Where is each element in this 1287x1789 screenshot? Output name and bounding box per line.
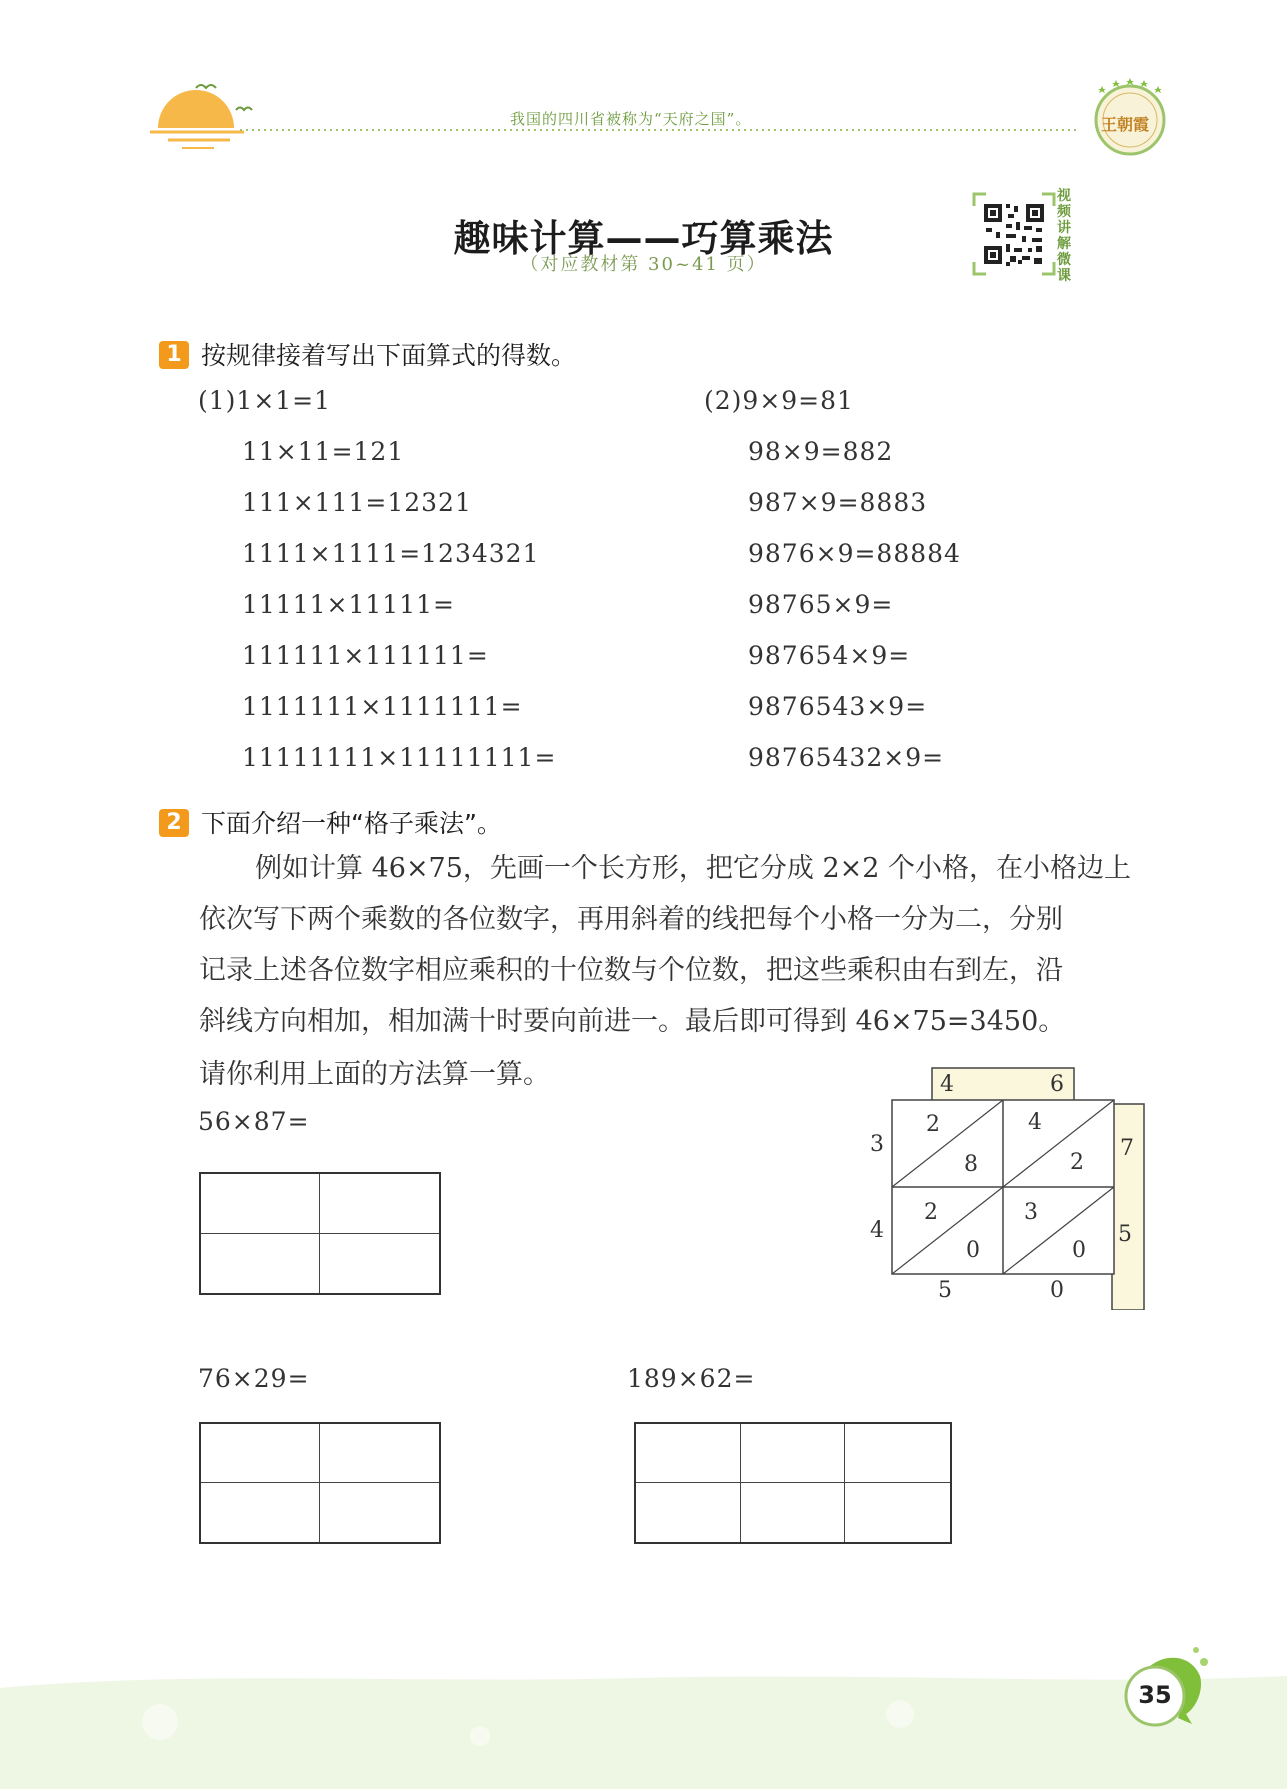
question-1-text: 按规律接着写出下面算式的得数。 [201, 341, 577, 370]
equation: 11×11=121 [242, 437, 405, 466]
lattice-example [860, 1060, 1160, 1310]
question-2-heading [159, 804, 502, 840]
problem-label: 189×62= [627, 1364, 756, 1393]
grid-cell[interactable] [845, 1483, 950, 1542]
answer-grid[interactable] [634, 1422, 952, 1544]
right-digit: 7 [1120, 1136, 1134, 1161]
lattice-drawing [860, 1060, 1160, 1310]
top-digit: 4 [940, 1072, 954, 1097]
grid-cell[interactable] [201, 1174, 320, 1234]
grid-cell[interactable] [201, 1483, 320, 1542]
grid-cell[interactable] [201, 1424, 320, 1483]
cell-tens: 2 [924, 1200, 938, 1225]
cell-ones: 0 [1072, 1238, 1086, 1263]
equation: 11111×11111= [242, 590, 455, 619]
grid-cell[interactable] [636, 1424, 741, 1483]
explanation-paragraph [199, 843, 1159, 1047]
paragraph-line: 记录上述各位数字相应乘积的十位数与个位数，把这些乘积由右到左，沿 [199, 955, 1063, 986]
top-digit: 6 [1050, 1072, 1064, 1097]
paragraph-line: 例如计算 46×75，先画一个长方形，把它分成 2×2 个小格，在小格边上 [255, 853, 1132, 884]
header-decoration [0, 0, 1287, 170]
bottom-digit: 0 [1050, 1278, 1064, 1303]
bottom-digit: 5 [938, 1278, 952, 1303]
equation: 9876543×9= [748, 692, 928, 721]
right-digit-strip [1112, 1104, 1144, 1310]
grid-cell[interactable] [320, 1234, 439, 1294]
right-digit: 5 [1118, 1222, 1132, 1247]
equation: 11111111×11111111= [242, 743, 557, 772]
question-number-badge: 2 [159, 809, 189, 837]
equation: 1111111×1111111= [242, 692, 523, 721]
equation: 987×9=8883 [748, 488, 928, 517]
equation: 98×9=882 [748, 437, 894, 466]
left-digit: 4 [870, 1218, 884, 1243]
grid-cell[interactable] [320, 1483, 439, 1542]
cell-tens: 4 [1028, 1110, 1042, 1135]
answer-grid[interactable] [199, 1422, 441, 1544]
equation: 1111×1111=1234321 [242, 539, 540, 568]
answer-grid[interactable] [199, 1172, 441, 1295]
cell-ones: 8 [964, 1152, 978, 1177]
qr-label: 视频讲解微课 [1057, 188, 1071, 284]
cell-tens: 2 [926, 1112, 940, 1137]
grid-cell[interactable] [201, 1234, 320, 1294]
paragraph-line: 依次写下两个乘数的各位数字，再用斜着的线把每个小格一分为二，分别 [199, 904, 1063, 935]
grid-cell[interactable] [741, 1483, 846, 1542]
question-2-text: 下面介绍一种“格子乘法”。 [201, 809, 502, 838]
cell-tens: 3 [1024, 1200, 1038, 1225]
page-subtitle: （对应教材第 30~41 页） [520, 254, 767, 275]
grid-cell[interactable] [845, 1424, 950, 1483]
page-title: 趣味计算——巧算乘法 [453, 217, 834, 260]
sunset-icon [150, 89, 244, 148]
question-1-heading [159, 336, 576, 372]
grid-cell[interactable] [320, 1424, 439, 1483]
logo-text: 王朝霞 [1101, 115, 1150, 134]
qr-code-icon[interactable] [972, 192, 1056, 276]
header-tip: 我国的四川省被称为“天府之国”。 [510, 110, 752, 128]
question-number-badge: 1 [159, 341, 189, 369]
left-digit: 3 [870, 1132, 884, 1157]
problem-label: 56×87= [198, 1107, 310, 1136]
equation: (1)1×1=1 [198, 386, 332, 415]
equation: 98765×9= [748, 590, 894, 619]
cell-ones: 2 [1070, 1150, 1084, 1175]
equation: (2)9×9=81 [704, 386, 854, 415]
grid-cell[interactable] [741, 1424, 846, 1483]
grid-cell[interactable] [320, 1174, 439, 1234]
instruction-text: 请你利用上面的方法算一算。 [199, 1059, 550, 1090]
equation: 98765432×9= [748, 743, 945, 772]
problem-label: 76×29= [198, 1364, 310, 1393]
equation: 111×111=12321 [242, 488, 472, 517]
equation: 111111×111111= [242, 641, 489, 670]
equation: 987654×9= [748, 641, 911, 670]
footer-decoration [0, 1640, 1287, 1789]
equation: 9876×9=88884 [748, 539, 961, 568]
cell-ones: 0 [966, 1238, 980, 1263]
page-number: 35 [1138, 1681, 1172, 1709]
paragraph-line: 斜线方向相加，相加满十时要向前进一。最后即可得到 46×75=3450。 [199, 1006, 1066, 1037]
grid-cell[interactable] [636, 1483, 741, 1542]
